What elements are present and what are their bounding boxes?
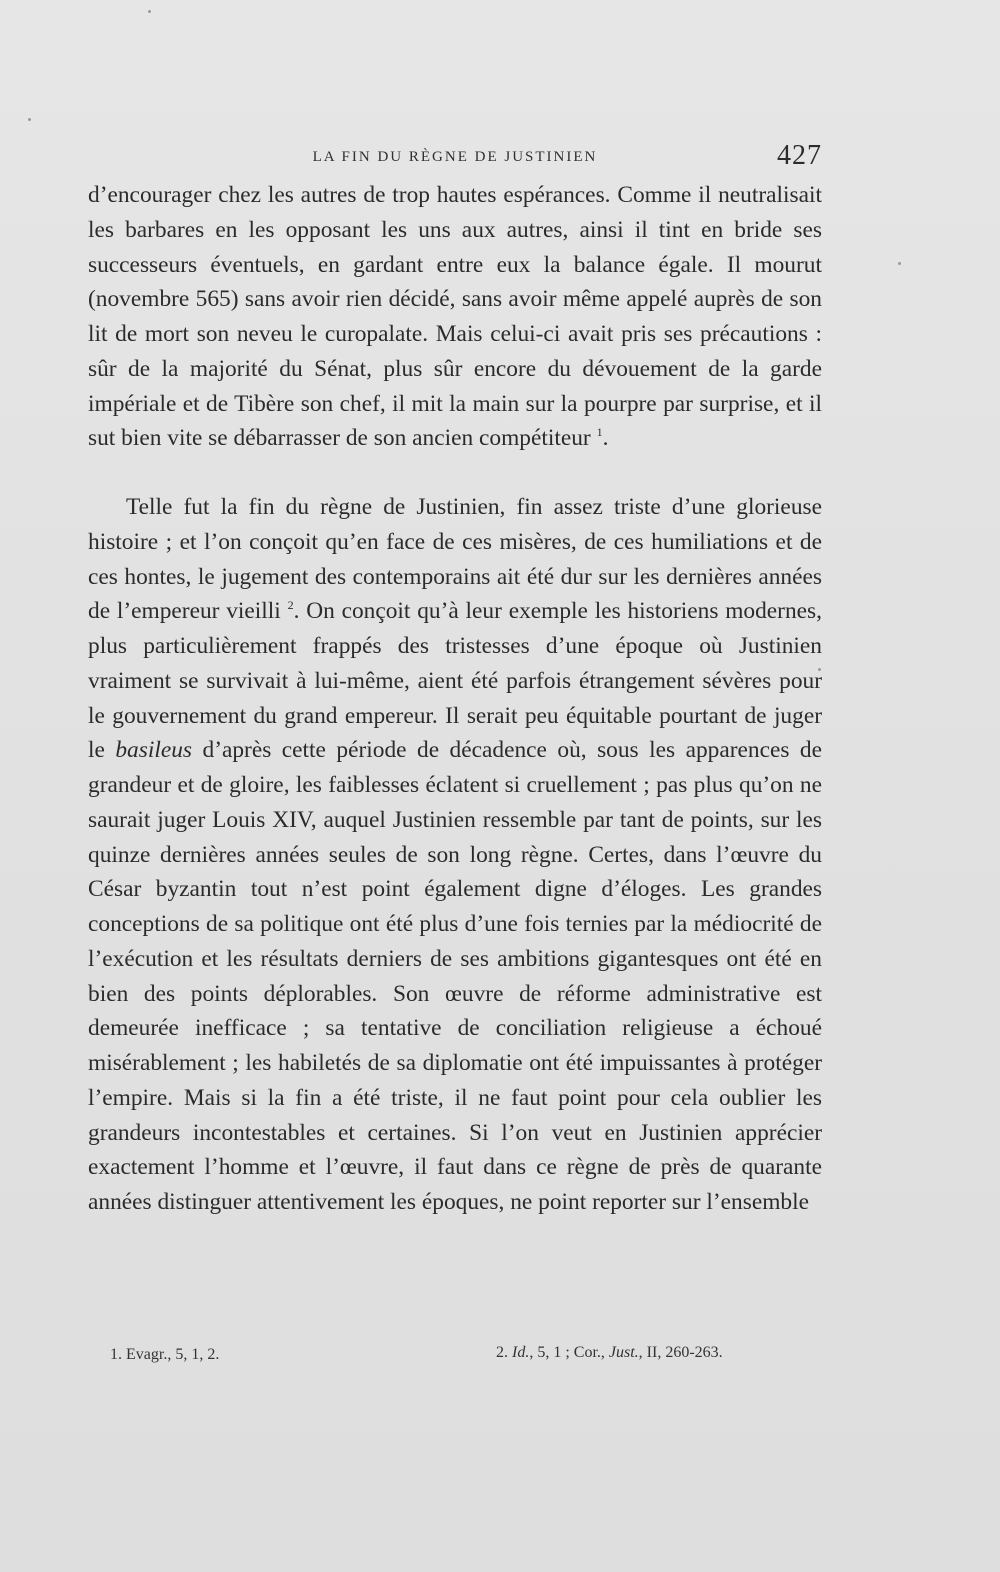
page-number: 427 — [777, 140, 822, 171]
footnote-2 — [496, 1344, 723, 1362]
paper-speck — [28, 118, 31, 121]
footnote-ref-1: 1 — [596, 425, 603, 440]
paper-speck — [148, 10, 151, 13]
paragraph-1 — [88, 178, 822, 456]
paragraph-2-text-cont: . On conçoit qu’à leur exemple les historiens modernes, plus particulièrement frappés des tristesses d’une époque où Justinien vraiment se survivait à lui-même, aient été parfois étrangement sévères pour le gouvernement du grand empereur. Il serait peu équitable pourtant de juger le — [88, 598, 822, 764]
body-text — [88, 178, 822, 1220]
paragraph-2-text-rest: d’après cette période de décadence où, sous les apparences de grandeur et de gloire, les faiblesses éclatent si cruellement ; pas plus qu’on ne saurait juger Louis XIV, auquel Justinien ressemble par tant de points, sur les quinze dernières années seules de son long règne. Certes, dans l’œuvre du César byzantin tout n’est point également digne d’éloges. Les grandes conceptions de sa politique ont été plus d’une fois ternies par la médiocrité de l’exécution et les résultats derniers de ses ambitions gigantesques ont été en bien des points déplorables. Son œuvre de réforme administrative est demeurée inefficace ; sa tentative de conciliation religieuse a échoué misérablement ; les habiletés de sa diplomatie ont été impuissantes à protéger l’empire. Mais si la fin a été triste, il ne faut point pour cela oublier les grandeurs incontestables et certaines. Si l’on veut en Justinien apprécier exactement l’homme et l’œuvre, il faut dans ce règne de près de quarante années distinguer attentivement les époques, ne point reporter sur l’ensemble — [88, 737, 822, 1215]
footnote-2-pages: , II, 260-263. — [638, 1344, 723, 1361]
paragraph-2 — [88, 490, 822, 1220]
footnote-2-just: Just. — [608, 1344, 639, 1361]
paragraph-1-end: . — [602, 425, 609, 452]
running-header — [88, 140, 822, 180]
footnote-2-id: Id. — [512, 1344, 530, 1361]
footnote-1: 1. Evagr., 5, 1, 2. — [110, 1346, 220, 1363]
italic-term: basileus — [115, 737, 193, 764]
footnote-ref-2: 2 — [287, 598, 294, 613]
paragraph-1-text: d’encourager chez les autres de trop hautes espérances. Comme il neutralisait les barbares en les opposant les uns aux autres, ainsi il tint en bride ses successeurs éventuels, en gardant entre eux la balance égale. Il mourut (novembre 565) sans avoir rien décidé, sans avoir même appelé auprès de son lit de mort son neveu le curopalate. Mais celui-ci avait pris ses précautions : sûr de la majorité du Sénat, plus sûr encore du dévouement de la garde impériale et de Tibère son chef, il mit la main sur la pourpre par surprise, et il sut bien vite se débarrasser de son ancien compétiteur — [88, 182, 822, 452]
paper-speck — [898, 262, 901, 265]
footnote-2-ref: , 5, 1 ; Cor., — [529, 1344, 605, 1361]
running-title: LA FIN DU RÈGNE DE JUSTINIEN — [312, 149, 598, 165]
paragraph-2-text: Telle fut la fin du règne de Justinien, fin assez triste d’une glorieuse histoire ; et l’on conçoit qu’en face de ces misères, de ces humiliations et de ces hontes, le jugement des contemporains ait été dur sur les dernières années de l’empereur vieilli — [88, 494, 822, 625]
footnote-2-number: 2. — [496, 1344, 508, 1361]
